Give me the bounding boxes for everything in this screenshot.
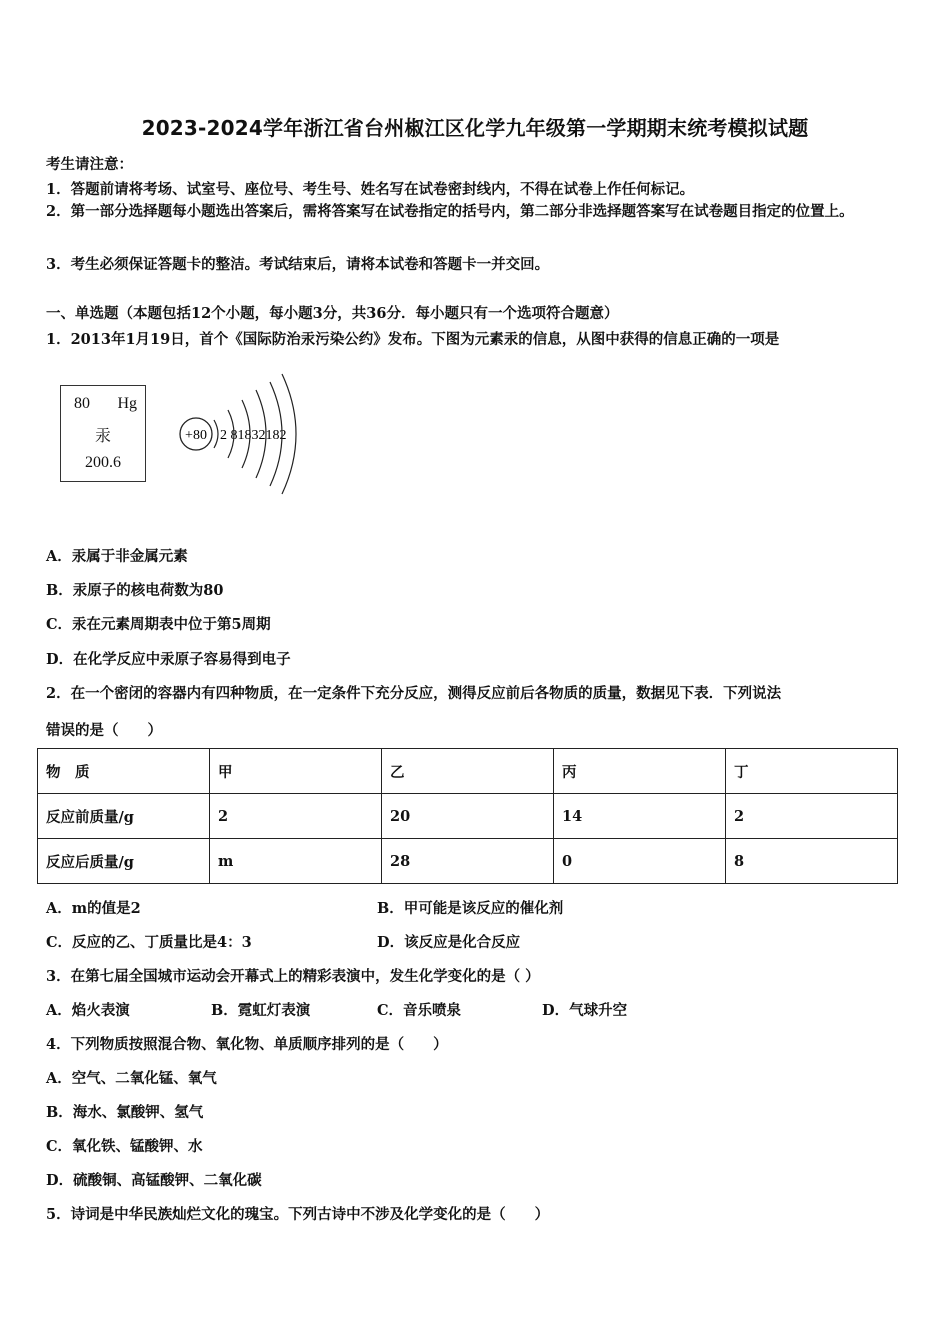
notice-item: 1．答题前请将考场、试室号、座位号、考生号、姓名写在试卷密封线内，不得在试卷上作任何标记。 [46,181,695,198]
table-cell: 8 [726,839,898,884]
table-header-cell: 物 质 [38,749,210,794]
atomic-number: 80 [74,395,90,412]
table-cell: 2 [726,794,898,839]
table-cell: 28 [382,839,554,884]
question-4-stem: 4．下列物质按照混合物、氧化物、单质顺序排列的是（ ） [46,1036,448,1053]
option: A．m的值是2 [46,900,141,917]
table-cell: 2 [210,794,382,839]
question-1-stem: 1．2013年1月19日，首个《国际防治汞污染公约》发布。下图为元素汞的信息，从图中获得的信息正确的一项是 [46,331,780,348]
option: D．气球升空 [542,1002,628,1019]
table-cell: m [210,839,382,884]
question-5-stem: 5．诗词是中华民族灿烂文化的瑰宝。下列古诗中不涉及化学变化的是（ ） [46,1206,550,1223]
mass-data-table [37,748,898,884]
table-row [38,839,898,884]
table-cell: 反应后质量/g [38,839,210,884]
option: C．音乐喷泉 [377,1002,462,1019]
nucleus-charge: +80 [185,428,207,443]
notice-heading: 考生请注意： [46,156,133,173]
option: C．反应的乙、丁质量比是4：3 [46,934,252,951]
table-header-cell: 乙 [382,749,554,794]
table-header-cell: 丙 [554,749,726,794]
option: B．汞原子的核电荷数为80 [46,582,224,599]
shell-arc [214,420,218,448]
option: A．空气、二氧化锰、氧气 [46,1070,217,1087]
table-row [38,794,898,839]
table-cell: 14 [554,794,726,839]
electron-shell-counts: 2 81832182 [220,428,287,443]
element-card-mercury [60,385,146,482]
option: B．海水、氯酸钾、氢气 [46,1104,204,1121]
page-title: 2023-2024学年浙江省台州椒江区化学九年级第一学期期末统考模拟试题 [141,116,809,140]
option: D．硫酸铜、高锰酸钾、二氧化碳 [46,1172,262,1189]
question-3-stem: 3．在第七届全国城市运动会开幕式上的精彩表演中，发生化学变化的是（ ） [46,968,540,985]
option: A．汞属于非金属元素 [46,548,188,565]
table-cell: 反应前质量/g [38,794,210,839]
table-header-cell: 甲 [210,749,382,794]
atomic-mass: 200.6 [85,454,121,471]
section-heading: 一、单选题（本题包括12个小题，每小题3分，共36分．每小题只有一个选项符合题意） [46,305,619,322]
option: B．霓虹灯表演 [211,1002,311,1019]
question-2-stem: 2．在一个密闭的容器内有四种物质，在一定条件下充分反应，测得反应前后各物质的质量，数据见下表．下列说法 [46,685,782,702]
option: D．在化学反应中汞原子容易得到电子 [46,651,291,668]
option: C．氧化铁、锰酸钾、水 [46,1138,203,1155]
element-name: 汞 [94,428,111,445]
element-symbol: Hg [117,395,137,412]
table-cell: 0 [554,839,726,884]
option: C．汞在元素周期表中位于第5周期 [46,616,271,633]
table-header-row [38,749,898,794]
atomic-structure-diagram [176,370,316,500]
notice-item: 2．第一部分选择题每小题选出答案后，需将答案写在试卷指定的括号内，第二部分非选择题答案写在试卷题目指定的位置上。 [46,203,854,220]
option: D．该反应是化合反应 [377,934,521,951]
question-2-stem-cont: 错误的是（ ） [46,722,162,739]
option: A．焰火表演 [46,1002,130,1019]
table-cell: 20 [382,794,554,839]
option: B．甲可能是该反应的催化剂 [377,900,564,917]
table-header-cell: 丁 [726,749,898,794]
notice-item: 3．考生必须保证答题卡的整洁。考试结束后，请将本试卷和答题卡一并交回。 [46,256,550,273]
